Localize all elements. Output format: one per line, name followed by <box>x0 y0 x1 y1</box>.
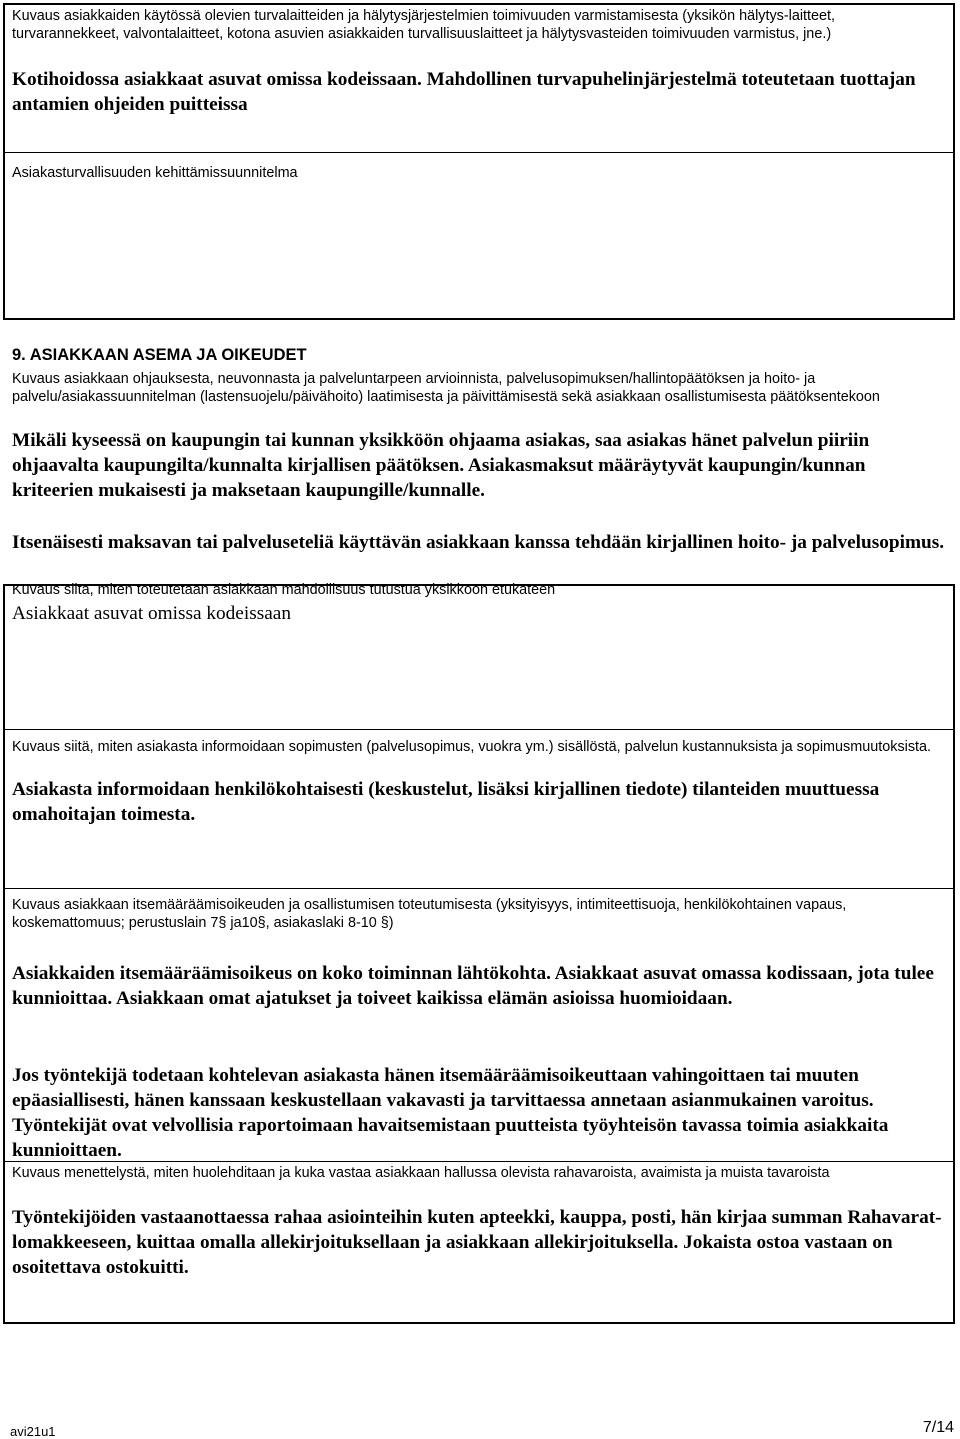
form-code: avi21u1 <box>10 1424 56 1439</box>
section-heading: 9. ASIAKKAAN ASEMA JA OIKEUDET <box>12 346 307 364</box>
familiarize-description: Kuvaus siitä, miten toteutetaan asiakkaan mahdollisuus tutustua yksikköön etukäteen <box>12 582 556 598</box>
safety-devices-description: Kuvaus asiakkaiden käytössä olevien turvalaitteiden ja hälytysjärjestelmien toimivuuden varmistamisesta (yksikön hälytys-laitteet, turvarannekkeet, valvontalaitteet, kotona asuvien asiakkaiden turvallisuuslaitteet ja hälytysvasteiden toimivuuden varmistus, jne.) <box>12 8 836 42</box>
divider <box>3 729 955 730</box>
safety-devices-answer: Kotihoidossa asiakkaat asuvat omissa kodeissaan. Mahdollinen turvapuhelinjärjestelmä toteutetaan tuottajan antamien ohjeiden puitteissa <box>12 69 916 115</box>
improvement-plan-label: Asiakasturvallisuuden kehittämissuunnitelma <box>12 165 298 181</box>
divider <box>3 152 955 153</box>
self-determination-answer: Asiakkaiden itsemääräämisoikeus on koko toiminnan lähtökohta. Asiakkaat asuvat omassa kodissaan, jota tulee kunnioittaa. Asiakkaan omat ajatukset ja toiveet kaikissa elämän asioissa huomioidaan. <box>12 963 934 1009</box>
self-determination-answer-violations: Jos työntekijä todetaan kohtelevan asiakasta hänen itsemääräämisoikeuttaan vahingoittaen tai muuten epäasiallisesti, hänen kanssaan keskustellaan vakavasti ja tarvittaessa annetaan asianmukainen varoitus. Työntekijät ovat velvollisia raportoimaan havaitsemistaan puutteista työyhteisön tavassa toimia asiakkaita kunnioittaen. <box>12 1065 889 1161</box>
page-number: 7/14 <box>922 1419 954 1436</box>
money-handling-description: Kuvaus menettelystä, miten huolehditaan ja kuka vastaa asiakkaan hallussa olevista rahavaroista, avaimista ja muista tavaroista <box>12 1165 830 1181</box>
divider <box>3 888 955 889</box>
safety-devices-box <box>3 3 955 320</box>
money-handling-answer: Työntekijöiden vastaanottaessa rahaa asiointeihin kuten apteekki, kauppa, posti, hän kirjaa summan Rahavarat- lomakkeeseen, kuittaa omalla allekirjoituksellaan ja asiakkaan allekirjoituksella. Jokaista ostoa vastaan on osoitettava ostokuitti. <box>12 1207 942 1278</box>
guidance-description: Kuvaus asiakkaan ohjauksesta, neuvonnasta ja palveluntarpeen arvioinnista, palvelusopimuksen/hallintopäätöksen ja hoito- ja palvelu/asiakassuunnitelman (lastensuojelu/päivähoito) laatimisesta ja päivittämisestä sekä asiakkaan osallistumisesta päätöksentekoon <box>12 371 880 405</box>
self-determination-description: Kuvaus asiakkaan itsemääräämisoikeuden ja osallistumisen toteutumisesta (yksityisyys, intimiteettisuoja, henkilökohtainen vapaus, koskemattomuus; perustuslain 7§ ja10§, asiakaslaki 8-10 §) <box>12 897 847 931</box>
guidance-answer-private: Itsenäisesti maksavan tai palveluseteliä käyttävän asiakkaan kanssa tehdään kirjallinen hoito- ja palvelusopimus. <box>12 532 945 553</box>
guidance-answer-municipal: Mikäli kyseessä on kaupungin tai kunnan yksikköön ohjaama asiakas, saa asiakas hänet palvelun piiriin ohjaavalta kaupungilta/kunnalta kirjallisen päätöksen. Asiakasmaksut määräytyvät kaupungin/kunnan kriteerien mukaisesti ja maksetaan kaupungille/kunnalle. <box>12 430 870 501</box>
familiarize-answer: Asiakkaat asuvat omissa kodeissaan <box>12 603 291 624</box>
divider <box>3 1161 955 1162</box>
inform-answer: Asiakasta informoidaan henkilökohtaisesti (keskustelut, lisäksi kirjallinen tiedote) tilanteiden muuttuessa omahoitajan toimesta. <box>12 779 880 825</box>
inform-description: Kuvaus siitä, miten asiakasta informoidaan sopimusten (palvelusopimus, vuokra ym.) sisällöstä, palvelun kustannuksista ja sopimusmuutoksista. <box>12 739 932 755</box>
